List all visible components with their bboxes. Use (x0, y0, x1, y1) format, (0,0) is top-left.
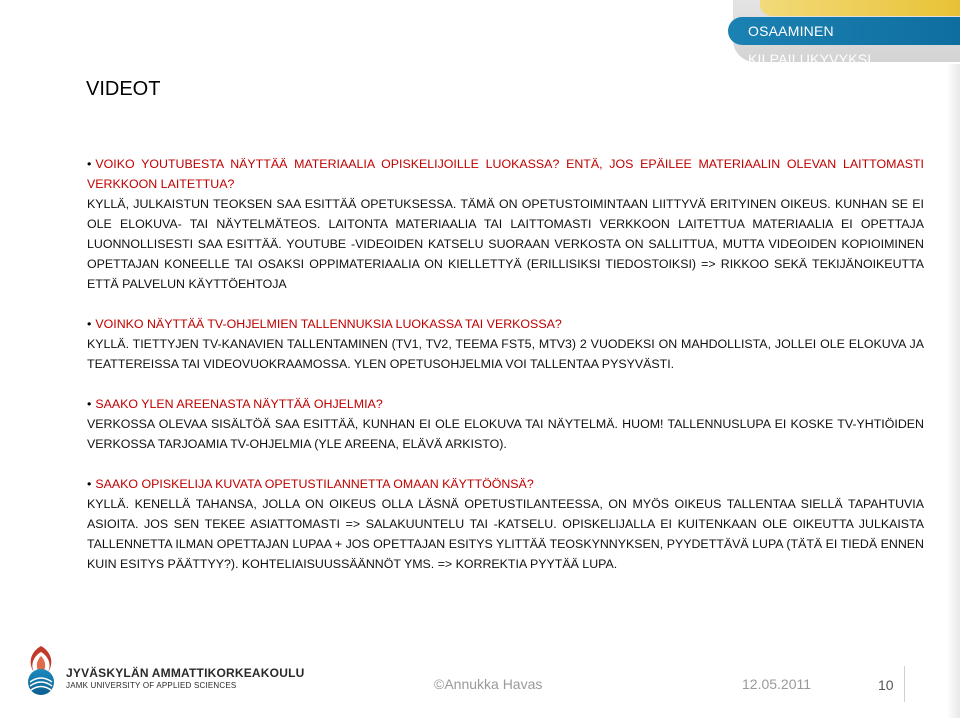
header-accent-stripe (760, 0, 960, 16)
question-3 (87, 394, 924, 414)
page-number: 10 (878, 677, 894, 693)
question-4 (87, 474, 924, 494)
answer-4: KYLLÄ. KENELLÄ TAHANSA, JOLLA ON OIKEUS OLLA LÄSNÄ OPETUSTILANTEESSA, ON MYÖS OIKEUS TALLENTAA SIELLÄ TAPAHTUVIA ASIOITA. JOS SEN TEKEE ASIATTOMASTI => SALAKUUNTELU TAI -KATSELU. OPISKELIJALLA EI KUITENKAAN OLE OIKEUTTA JULKAISTA TALLENNETTA ILMAN OPETTAJAN LUPAA + JOS OPETTAJAN ESITYS YLITTÄÄ TEOSKYNNYKSEN, PYYDETTÄVÄ LUPA (TÄTÄ EI TIEDÄ ENNEN KUIN ESITYS PÄÄTTYY?). KOHTELIAISUUSSÄÄNNÖT YMS. => KORREKTIA PYYTÄÄ LUPA. (87, 497, 924, 571)
answer-2: KYLLÄ. TIETTYJEN TV-KANAVIEN TALLENTAMINEN (TV1, TV2, TEEMA FST5, MTV3) 2 VUODEKSI ON MAHDOLLISTA, JOLLEI OLE ELOKUVA JA TEATTEREISSA TAI VIDEOVUOKRAAMOSSA. YLEN OPETUSOHJELMIA VOI TALLENTAA PYSYVÄSTI. (87, 337, 924, 371)
bullet-icon: • (87, 317, 92, 331)
header-banner-label: OSAAMINEN KILPAILUKYVYKSI (748, 23, 872, 67)
footer-author: ©Annukka Havas (434, 676, 543, 692)
right-edge-shade (947, 64, 960, 718)
question-text: SAAKO YLEN AREENASTA NÄYTTÄÄ OHJELMIA? (95, 397, 383, 411)
school-name: JYVÄSKYLÄN AMMATTIKORKEAKOULU (66, 666, 305, 680)
answer-1: KYLLÄ, JULKAISTUN TEOKSEN SAA ESITTÄÄ OPETUKSESSA. TÄMÄ ON OPETUSTOIMINTAAN LIITTYVÄ ERITYINEN OIKEUS. KUNHAN SE EI OLE ELOKUVA- TAI NÄYTELMÄTEOS. LAITONTA MATERIAALIA TAI LAITTOMASTI VERKKOON LAITETTUA MATERIAALIA EI OPETTAJA LUONNOLLISESTI SAA ESITTÄÄ. YOUTUBE -VIDEOIDEN KATSELU SUORAAN VERKOSTA ON SALLITTUA, MUTTA VIDEOIDEN KOPIOIMINEN OPETTAJAN KONEELLE TAI OSAKSI OPPIMATERIAALIA ON KIELLETTYÄ (ERILLISIKSI TIEDOSTOIKSI) => RIKKOO SEKÄ TEKIJÄNOIKEUTTA ETTÄ PALVELUN KÄYTTÖEHTOJA (87, 197, 924, 291)
answer-3: VERKOSSA OLEVAA SISÄLTÖÄ SAA ESITTÄÄ, KUNHAN EI OLE ELOKUVA TAI NÄYTELMÄ. HUOM! TALLENNUSLUPA EI KOSKE TV-YHTIÖIDEN VERKOSSA TARJOAMIA TV-OHJELMIA (YLE AREENA, ELÄVÄ ARKISTO). (87, 417, 924, 451)
header-banner (728, 17, 960, 67)
question-1 (87, 154, 924, 194)
school-logo-icon (22, 642, 60, 698)
bullet-icon: • (87, 397, 92, 411)
question-2 (87, 314, 924, 334)
bullet-icon: • (87, 477, 92, 491)
question-text: VOINKO NÄYTTÄÄ TV-OHJELMIEN TALLENNUKSIA LUOKASSA TAI VERKOSSA? (95, 317, 562, 331)
slide-content (87, 138, 924, 574)
slide-title: VIDEOT (86, 78, 161, 100)
footer-date: 12.05.2011 (742, 676, 812, 692)
question-text: VOIKO YOUTUBESTA NÄYTTÄÄ MATERIAALIA OPISKELIJOILLE LUOKASSA? ENTÄ, JOS EPÄILEE MATERIAALIN OLEVAN LAITTOMASTI VERKKOON LAITETTUA? (87, 157, 924, 191)
question-text: SAAKO OPISKELIJA KUVATA OPETUSTILANNETTA OMAAN KÄYTTÖÖNSÄ? (95, 477, 534, 491)
school-name-english: JAMK UNIVERSITY OF APPLIED SCIENCES (66, 681, 237, 690)
bullet-icon: • (87, 157, 92, 171)
